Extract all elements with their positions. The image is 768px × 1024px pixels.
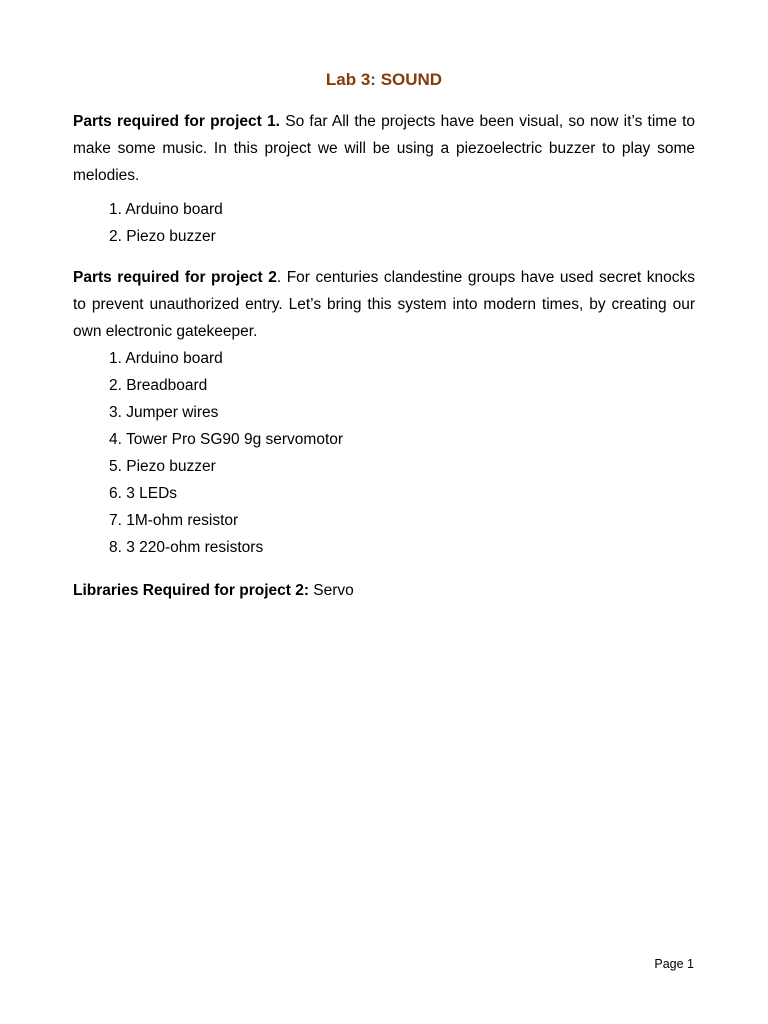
- list-item: 2. Piezo buzzer: [109, 228, 216, 245]
- list-item: 6. 3 LEDs: [109, 485, 178, 502]
- list-item: 5. Piezo buzzer: [109, 458, 216, 475]
- list-item: 4. Tower Pro SG90 9g servomotor: [109, 431, 344, 448]
- list-item: 7. 1M-ohm resistor: [109, 512, 239, 529]
- list-item: 1. Arduino board: [109, 350, 223, 367]
- project2-parts-list: [109, 345, 343, 561]
- libraries-line: [73, 577, 354, 604]
- page-title: Lab 3: SOUND: [325, 70, 443, 89]
- libraries-heading: Libraries Required for project 2:: [73, 582, 309, 599]
- project1-parts-list: [109, 196, 223, 250]
- project1-text: So far All the projects have been visual, so now it’s time to make some music. In this project we will be using a piezoelectric buzzer to play some melodies.: [73, 113, 695, 184]
- project1-heading: Parts required for project 1.: [73, 113, 280, 130]
- list-item: 1. Arduino board: [109, 201, 223, 218]
- project1-paragraph: [73, 108, 695, 189]
- list-item: 8. 3 220-ohm resistors: [109, 539, 264, 556]
- list-item: 3. Jumper wires: [109, 404, 219, 421]
- libraries-value: Servo: [309, 582, 354, 599]
- page-number: Page 1: [654, 957, 694, 971]
- project2-heading: Parts required for project 2: [73, 269, 277, 286]
- project2-text: . For centuries clandestine groups have used secret knocks to prevent unauthorized entry. Let’s bring this system into modern times, by creating our own electronic gatekeeper.: [73, 269, 695, 340]
- project2-paragraph: [73, 264, 695, 345]
- list-item: 2. Breadboard: [109, 377, 208, 394]
